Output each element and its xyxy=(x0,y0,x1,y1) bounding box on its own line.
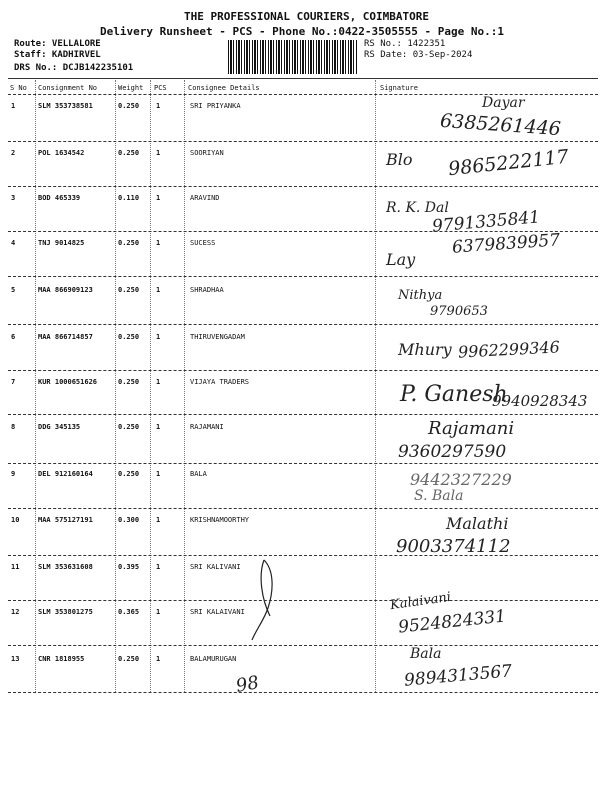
row-pcs: 1 xyxy=(156,470,161,478)
row-weight: 0.250 xyxy=(118,423,140,431)
signature-phone: 9360297590 xyxy=(398,442,507,462)
drs-label: DRS No.: DCJB142235101 xyxy=(14,63,134,73)
header-divider-top xyxy=(8,78,598,79)
signature-name: Nithya xyxy=(398,288,443,303)
row-pcs: 1 xyxy=(156,563,161,571)
row-consignee: SOORIYAN xyxy=(190,149,224,157)
row-divider xyxy=(8,324,598,325)
row-consignment: MAA 575127191 xyxy=(38,516,93,524)
row-consignee: KRISHNAMOORTHY xyxy=(190,516,250,524)
row-sno: 10 xyxy=(11,516,20,524)
col-header-sno: S No xyxy=(10,84,27,92)
row-sno: 5 xyxy=(11,286,16,294)
signature-phone: 9791335841 xyxy=(431,207,541,237)
row-weight: 0.110 xyxy=(118,194,140,202)
runsheet-title: Delivery Runsheet - PCS - Phone No.:0422-3505555 - Page No.:1 xyxy=(100,25,504,38)
row-pcs: 1 xyxy=(156,286,161,294)
row-divider xyxy=(8,370,598,371)
row-pcs: 1 xyxy=(156,516,161,524)
row-consignee: VIJAYA TRADERS xyxy=(190,378,250,386)
row-divider xyxy=(8,276,598,277)
row-weight: 0.250 xyxy=(118,286,140,294)
row-consignment: CNR 1818955 xyxy=(38,655,85,663)
row-consignment: MAA 866714857 xyxy=(38,333,93,341)
rs-date: RS Date: 03-Sep-2024 xyxy=(364,50,473,60)
row-consignment: SLM 353631608 xyxy=(38,563,93,571)
handwritten-mark: 98 xyxy=(234,672,261,697)
row-consignment: BOD 465339 xyxy=(38,194,81,202)
row-consignment: SLM 353801275 xyxy=(38,608,93,616)
signature-phone: 6385261446 xyxy=(439,109,562,141)
row-weight: 0.300 xyxy=(118,516,140,524)
row-sno: 4 xyxy=(11,239,16,247)
row-consignee: BALA xyxy=(190,470,207,478)
row-divider xyxy=(8,186,598,187)
row-weight: 0.250 xyxy=(118,378,140,386)
signature-name: Malathi xyxy=(446,514,509,533)
row-consignment: KUR 1000651626 xyxy=(38,378,98,386)
row-sno: 2 xyxy=(11,149,16,157)
signature-name: Dayar xyxy=(482,95,525,111)
row-consignee: THIRUVENGADAM xyxy=(190,333,245,341)
row-pcs: 1 xyxy=(156,149,161,157)
row-consignee: SHRADHAA xyxy=(190,286,224,294)
signature-name: P. Ganesh xyxy=(400,382,508,407)
col-header-consignee: Consignee Details xyxy=(188,84,260,92)
row-pcs: 1 xyxy=(156,102,161,110)
row-sno: 8 xyxy=(11,423,16,431)
row-divider xyxy=(8,508,598,509)
signature-name: Kalaivani xyxy=(389,589,452,614)
signature-phone: 9524824331 xyxy=(397,606,507,638)
pen-stroke-mark xyxy=(244,556,284,646)
signature-name: R. K. Dal xyxy=(386,200,449,216)
row-consignee: SRI KALAIVANI xyxy=(190,608,245,616)
row-pcs: 1 xyxy=(156,655,161,663)
barcode xyxy=(228,40,358,74)
route-label: Route: VELLALORE xyxy=(14,39,101,49)
signature-phone: 9962299346 xyxy=(457,337,561,362)
row-weight: 0.395 xyxy=(118,563,140,571)
row-consignee: SRI PRIYANKA xyxy=(190,102,241,110)
row-consignment: SLM 353738581 xyxy=(38,102,93,110)
company-title: THE PROFESSIONAL COURIERS, COIMBATORE xyxy=(184,10,430,23)
row-pcs: 1 xyxy=(156,194,161,202)
signature-name: S. Bala xyxy=(414,488,464,504)
row-pcs: 1 xyxy=(156,239,161,247)
row-divider xyxy=(8,600,598,601)
signature-phone: 6379839957 xyxy=(451,230,561,258)
signature-name: Mhury xyxy=(398,340,452,359)
row-weight: 0.250 xyxy=(118,239,140,247)
signature-name: Blo xyxy=(386,150,413,169)
col-header-pcs: PCS xyxy=(154,84,167,92)
row-divider xyxy=(8,463,598,464)
row-sno: 3 xyxy=(11,194,16,202)
row-sno: 9 xyxy=(11,470,16,478)
row-weight: 0.250 xyxy=(118,333,140,341)
signature-phone: 9940928343 xyxy=(492,392,588,410)
row-consignee: RAJAMANI xyxy=(190,423,224,431)
row-consignee: BALAMURUGAN xyxy=(190,655,237,663)
row-consignee: SUCESS xyxy=(190,239,216,247)
row-pcs: 1 xyxy=(156,333,161,341)
row-consignment: POL 1634542 xyxy=(38,149,85,157)
signature-name: Lay xyxy=(386,250,416,269)
row-sno: 13 xyxy=(11,655,20,663)
row-sno: 7 xyxy=(11,378,16,386)
signature-phone: 9003374112 xyxy=(396,536,511,557)
signature-name: Rajamani xyxy=(428,418,515,439)
signature-phone: 9790653 xyxy=(430,304,488,319)
staff-label: Staff: KADHIRVEL xyxy=(14,50,101,60)
row-divider xyxy=(8,414,598,415)
signature-phone: 9865222117 xyxy=(447,145,570,181)
row-weight: 0.365 xyxy=(118,608,140,616)
row-pcs: 1 xyxy=(156,608,161,616)
row-sno: 11 xyxy=(11,563,20,571)
row-divider xyxy=(8,231,598,232)
col-header-weight: Weight xyxy=(118,84,144,92)
rs-number: RS No.: 1422351 xyxy=(364,39,446,49)
row-divider xyxy=(8,555,598,556)
row-weight: 0.250 xyxy=(118,655,140,663)
row-pcs: 1 xyxy=(156,423,161,431)
row-consignment: DEL 912160164 xyxy=(38,470,93,478)
row-consignee: ARAVIND xyxy=(190,194,220,202)
row-consignee: SRI KALIVANI xyxy=(190,563,241,571)
signature-name: Bala xyxy=(410,646,442,662)
row-consignment: DDG 345135 xyxy=(38,423,81,431)
row-divider xyxy=(8,141,598,142)
row-weight: 0.250 xyxy=(118,102,140,110)
row-pcs: 1 xyxy=(156,378,161,386)
row-divider xyxy=(8,645,598,646)
signature-phone: 9442327229 xyxy=(410,470,512,489)
row-sno: 6 xyxy=(11,333,16,341)
row-consignment: TNJ 9014825 xyxy=(38,239,85,247)
col-header-signature: Signature xyxy=(380,84,418,92)
row-sno: 12 xyxy=(11,608,20,616)
row-weight: 0.250 xyxy=(118,149,140,157)
signature-phone: 9894313567 xyxy=(403,661,513,691)
row-divider xyxy=(8,692,598,693)
col-header-consignment: Consignment No xyxy=(38,84,98,92)
row-weight: 0.250 xyxy=(118,470,140,478)
row-consignment: MAA 866909123 xyxy=(38,286,93,294)
row-sno: 1 xyxy=(11,102,16,110)
